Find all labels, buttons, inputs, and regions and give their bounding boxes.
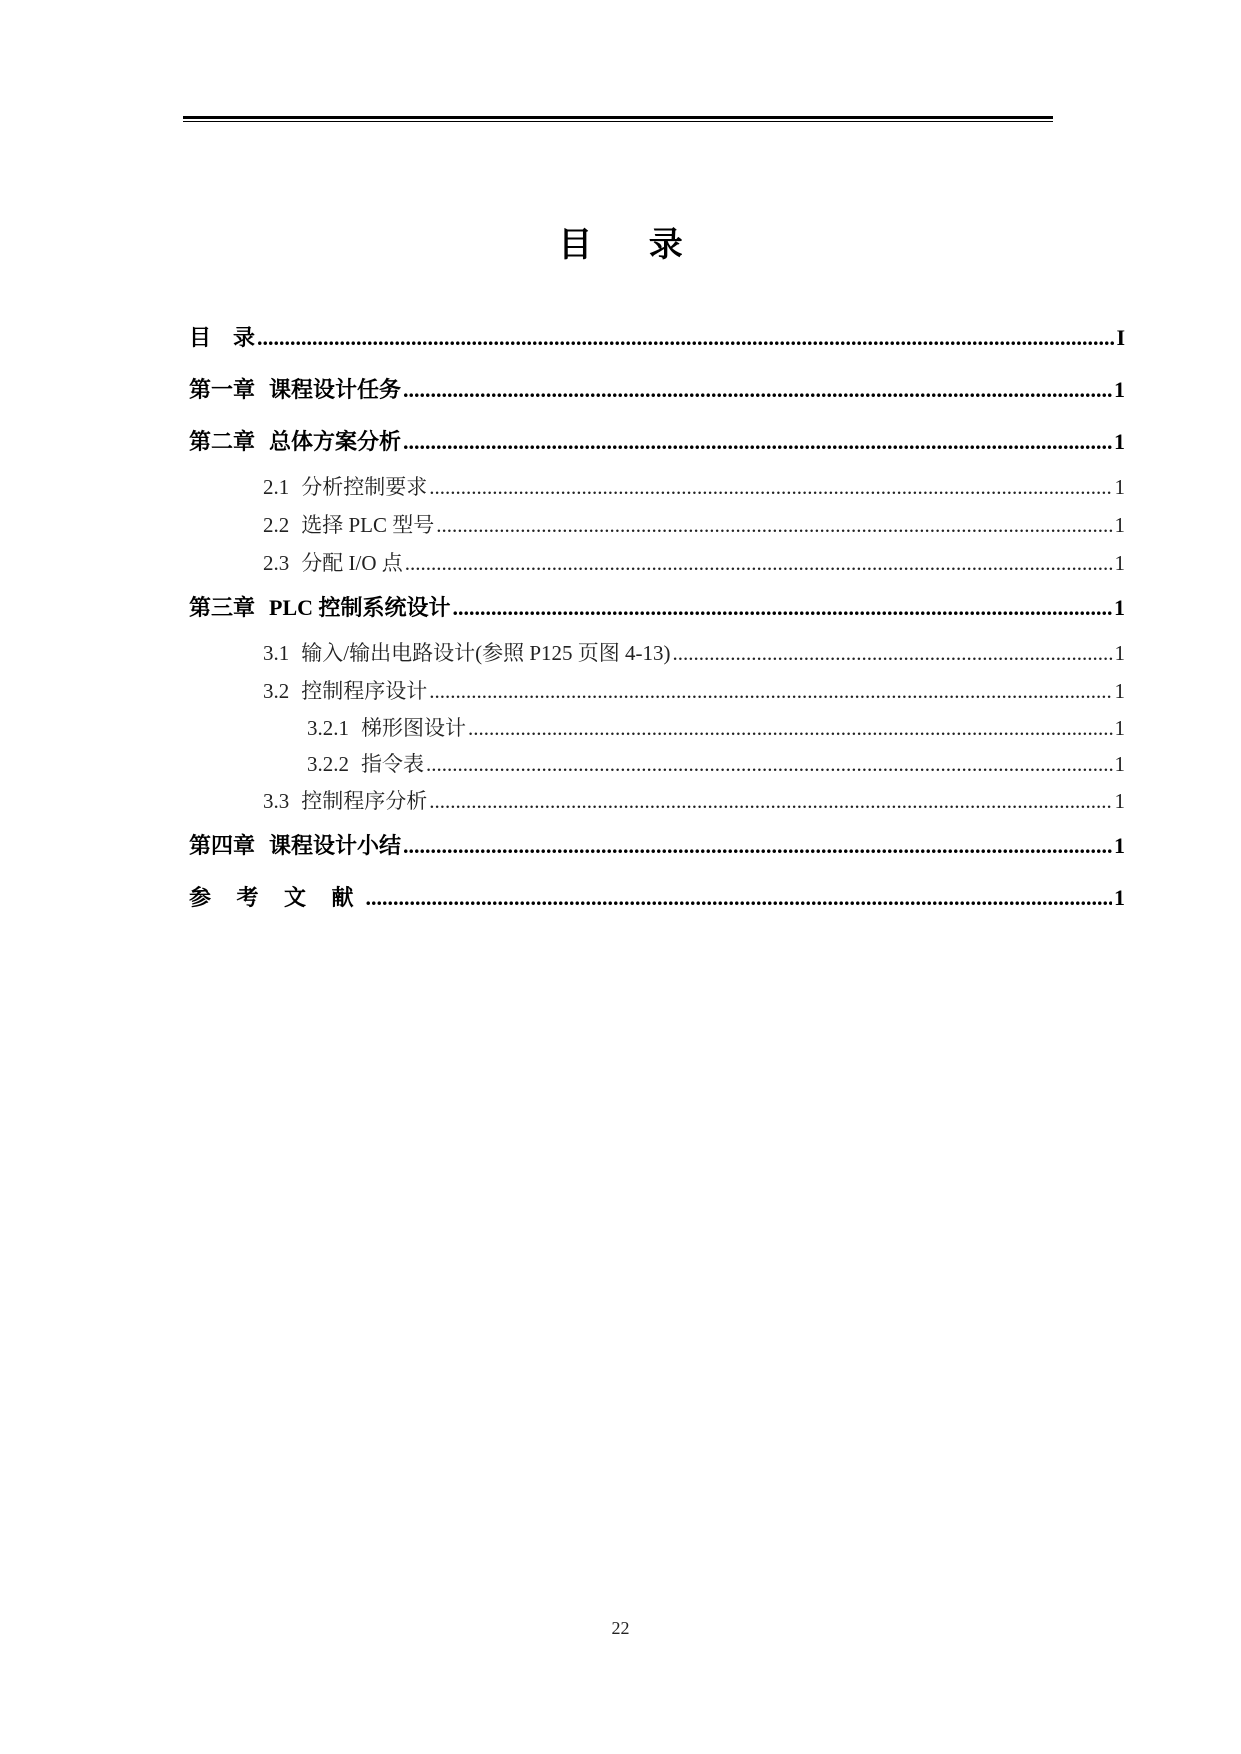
toc-entry-page: 1 [1114,641,1125,665]
toc-entry-chapter-2[interactable] [189,416,1125,468]
toc-entry-text: 选择 PLC 型号 [301,513,435,537]
toc-entry-label [263,468,427,506]
toc-entry-section-3-2-1[interactable] [189,710,1125,746]
toc-entry-page: I [1116,325,1125,350]
toc-entry-page: 1 [1114,429,1125,454]
toc-entry-page: 1 [1114,475,1125,499]
toc-leader-dots [429,672,1112,710]
toc-entry-label [263,544,403,582]
toc-entry-label [263,672,427,710]
toc-entry-chapter-4[interactable] [189,820,1125,872]
toc-entry-label [263,506,434,544]
toc-entry-label [189,820,401,872]
toc-leader-dots [405,544,1113,582]
toc-entry-label: 参 考 文 献 [189,885,364,910]
toc-entry-section-3-2[interactable] [189,672,1125,710]
toc-entry-text: 控制程序设计 [301,679,428,703]
toc-entry-number: 2.3 [263,551,290,575]
toc-leader-dots [468,710,1113,746]
toc-entry-number: 第一章 [189,377,256,402]
header-rule [183,116,1053,119]
toc-entry-text: 课程设计小结 [269,833,402,858]
toc-entry-page: 1 [1114,752,1125,776]
toc-entry-number: 2.2 [263,513,290,537]
toc-entry-text: 指令表 [361,752,424,776]
toc-entry-page: 1 [1114,551,1125,575]
toc-entry-number: 第四章 [189,833,256,858]
toc-entry-label [189,364,401,416]
toc-leader-dots [453,582,1112,634]
toc-leader-dots [436,506,1112,544]
toc-entry-label: 目 录 [189,325,256,350]
toc-entry-number: 3.3 [263,789,290,813]
toc-entry-section-3-1[interactable] [189,634,1125,672]
toc-entry-number: 2.1 [263,475,290,499]
toc-entry-number: 3.1 [263,641,290,665]
page-number: 22 [611,1618,630,1638]
toc-entry-text: 课程设计任务 [269,377,402,402]
toc-entry-label [263,782,427,820]
toc-entry-number: 3.2.2 [307,752,349,776]
toc-entry-text: 分析控制要求 [301,475,428,499]
toc-entry-section-2-2[interactable] [189,506,1125,544]
toc-entry-page: 1 [1114,833,1125,858]
toc-leader-dots [366,872,1112,924]
toc-entry-contents[interactable] [189,312,1125,364]
toc-entry-page: 1 [1114,513,1125,537]
toc-entry-text: 控制程序分析 [301,789,428,813]
table-of-contents [189,312,1125,924]
toc-entry-label [189,582,451,634]
toc-leader-dots [403,416,1112,468]
header-rule-thin [183,121,1053,122]
toc-entry-page: 1 [1114,377,1125,402]
toc-entry-chapter-1[interactable] [189,364,1125,416]
toc-leader-dots [673,634,1113,672]
toc-entry-label [307,746,424,782]
toc-entry-page: 1 [1114,716,1125,740]
toc-entry-section-2-3[interactable] [189,544,1125,582]
toc-entry-text: PLC 控制系统设计 [269,595,451,620]
toc-entry-chapter-3[interactable] [189,582,1125,634]
toc-title: 目 录 [558,227,707,264]
toc-leader-dots [403,364,1112,416]
toc-entry-page: 1 [1114,789,1125,813]
toc-entry-page: 1 [1114,595,1125,620]
toc-entry-text: 梯形图设计 [361,716,466,740]
toc-entry-label [263,634,671,672]
toc-entry-label [307,710,466,746]
toc-entry-page: 1 [1114,679,1125,703]
toc-entry-number: 第三章 [189,595,256,620]
toc-leader-dots [429,468,1112,506]
toc-entry-number: 3.2.1 [307,716,349,740]
toc-entry-text: 分配 I/O 点 [301,551,403,575]
toc-leader-dots [257,312,1114,364]
toc-entry-text: 输入/输出电路设计(参照 P125 页图 4-13) [301,641,671,665]
toc-entry-number: 3.2 [263,679,290,703]
toc-entry-section-3-2-2[interactable] [189,746,1125,782]
toc-leader-dots [426,746,1113,782]
toc-entry-text: 总体方案分析 [269,429,402,454]
toc-entry-references[interactable] [189,872,1125,924]
toc-entry-number: 第二章 [189,429,256,454]
toc-leader-dots [429,782,1112,820]
toc-entry-section-2-1[interactable] [189,468,1125,506]
toc-entry-section-3-3[interactable] [189,782,1125,820]
toc-entry-page: 1 [1114,885,1125,910]
toc-entry-label [189,416,401,468]
toc-leader-dots [403,820,1112,872]
